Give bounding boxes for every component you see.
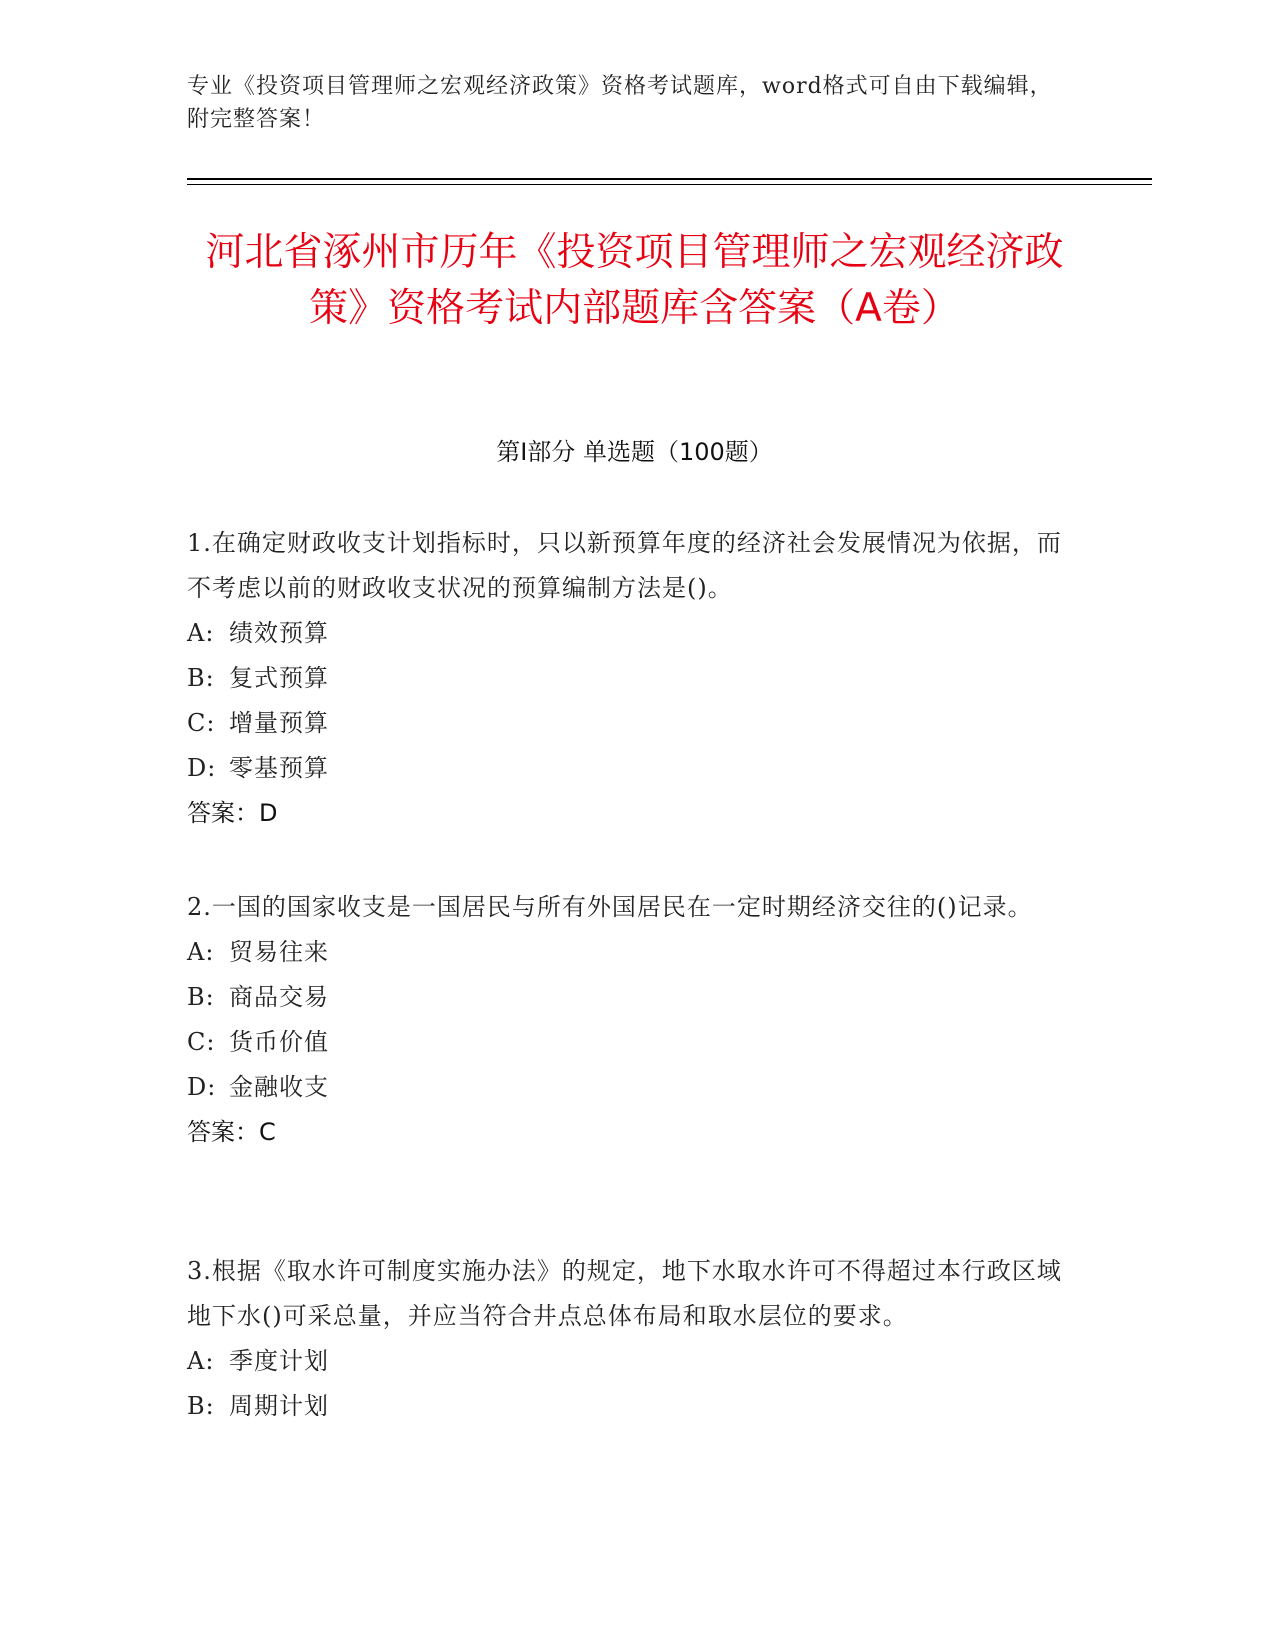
- answer-label: 答案：: [187, 799, 259, 827]
- option-letter: A:: [187, 1347, 215, 1375]
- question-stem: 1.在确定财政收支计划指标时，只以新预算年度的经济社会发展情况为依据，而不考虑以前的财政收支状况的预算编制方法是()。: [187, 529, 1062, 602]
- option-text: 增量预算: [229, 709, 329, 737]
- option-c: [187, 701, 1067, 746]
- option-d: [187, 1065, 1067, 1110]
- option-text: 绩效预算: [229, 619, 329, 647]
- option-letter: A:: [187, 619, 215, 647]
- option-a: [187, 611, 1067, 656]
- option-b: [187, 975, 1067, 1020]
- answer-value: D: [259, 799, 278, 827]
- option-letter: D:: [187, 754, 217, 782]
- option-letter: C:: [187, 1028, 216, 1056]
- header-note: 专业《投资项目管理师之宏观经济政策》资格考试题库，word格式可自由下载编辑，附完整答案！: [187, 74, 1053, 132]
- answer-line: [187, 791, 1067, 836]
- option-b: [187, 656, 1067, 701]
- answer-label: 答案：: [187, 1118, 259, 1146]
- option-letter: D:: [187, 1073, 217, 1101]
- option-letter: B:: [187, 983, 215, 1011]
- option-letter: C:: [187, 709, 216, 737]
- answer-line: [187, 1110, 1067, 1155]
- header-rule-thin: [187, 184, 1152, 185]
- section-heading: 第Ⅰ部分 单选题（100题）: [496, 438, 773, 466]
- option-a: [187, 1339, 1067, 1384]
- option-text: 商品交易: [229, 983, 329, 1011]
- document-title: 河北省涿州市历年《投资项目管理师之宏观经济政策》资格考试内部题库含答案（A卷）: [205, 230, 1064, 331]
- option-letter: B:: [187, 1392, 215, 1420]
- answer-value: C: [259, 1118, 276, 1146]
- option-c: [187, 1020, 1067, 1065]
- option-letter: B:: [187, 664, 215, 692]
- question-stem: 3.根据《取水许可制度实施办法》的规定，地下水取水许可不得超过本行政区域地下水()可采总量，并应当符合井点总体布局和取水层位的要求。: [187, 1257, 1062, 1330]
- option-text: 金融收支: [229, 1073, 329, 1101]
- option-a: [187, 930, 1067, 975]
- header-rule-thick: [187, 178, 1152, 180]
- option-text: 贸易往来: [229, 938, 329, 966]
- option-text: 零基预算: [229, 754, 329, 782]
- option-text: 季度计划: [229, 1347, 329, 1375]
- option-text: 周期计划: [229, 1392, 329, 1420]
- question-1: [187, 521, 1067, 836]
- question-stem: 2.一国的国家收支是一国居民与所有外国居民在一定时期经济交往的()记录。: [187, 893, 1033, 921]
- question-3: [187, 1249, 1067, 1429]
- option-text: 复式预算: [229, 664, 329, 692]
- option-d: [187, 746, 1067, 791]
- question-2: [187, 885, 1067, 1155]
- option-text: 货币价值: [229, 1028, 329, 1056]
- option-letter: A:: [187, 938, 215, 966]
- option-b: [187, 1384, 1067, 1429]
